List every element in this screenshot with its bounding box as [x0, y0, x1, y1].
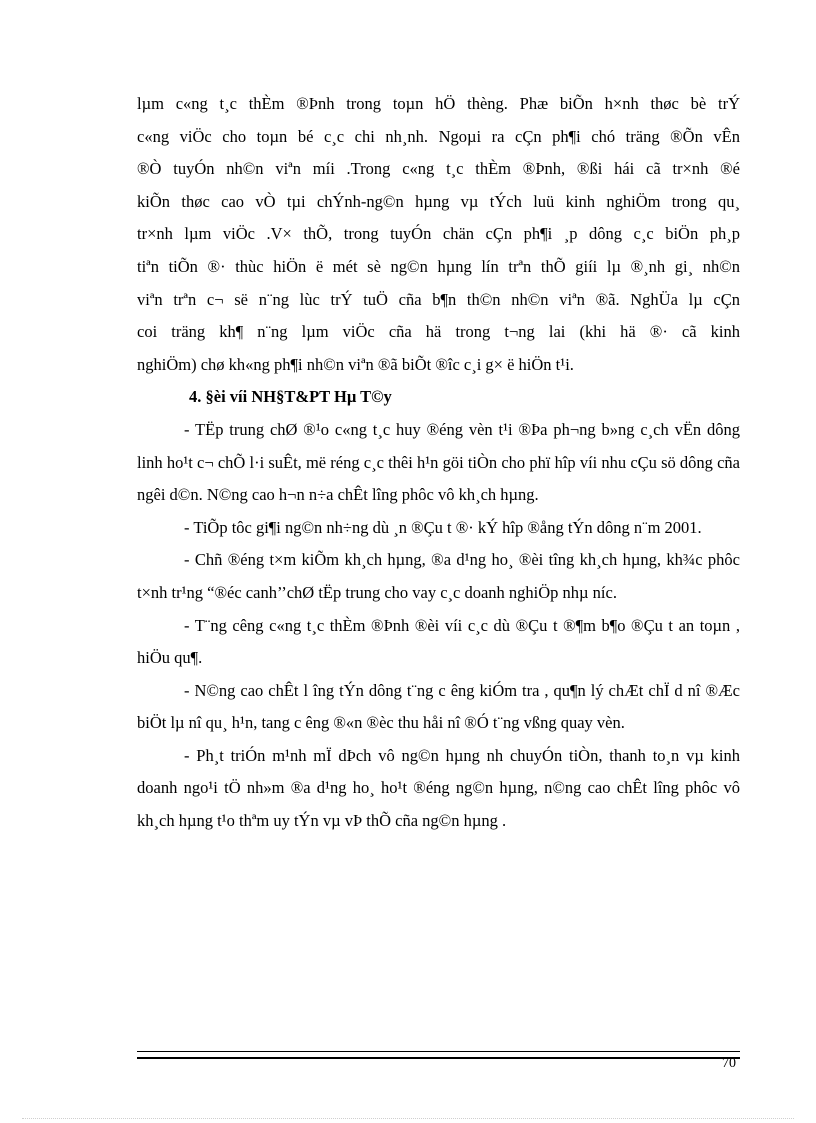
- paragraph-line: viªn trªn c¬ së n¨ng lùc trÝ tuÖ cña b¶n th©n nh©n viªn ®ã. NghÜa lµ cÇn: [137, 289, 740, 309]
- paragraph-banking-services: - Ph¸t triÓn m¹nh mÏ dÞch vô ng©n hµng nh chuyÓn tiÒn, thanh to¸n vµ kinh doanh ngo¹i tÖ nh»m ®a d¹ng ho¸ ho¹t ®éng ng©n hµng, n©ng cao chÊt lîng phôc vô kh¸ch hµng t¹o thªm uy tÝn vµ vÞ thÕ cña ng©n hµng .: [137, 745, 740, 831]
- paragraph-appraisal: - T¨ng cêng c«ng t¸c thÈm ®Þnh ®èi víi c¸c dù ®Çu t ®¶m b¶o ®Çu t an toµn , hiÖu qu¶.: [137, 615, 740, 668]
- paragraph-line: lµm c«ng t¸c thÈm ®Þnh trong toµn hÖ thèng. Phæ biÕn h×nh thøc bè trÝ: [137, 94, 740, 113]
- paragraph-line: nghiÖm) chø kh«ng ph¶i nh©n viªn ®ã biÕt ®îc c¸i g× ë hiÖn t¹i.: [137, 354, 574, 374]
- paragraph-capital-mobilization: - TËp trung chØ ®¹o c«ng t¸c huy ®éng vèn t¹i ®Þa ph¬ng b»ng c¸ch vËn dông linh ho¹t c¬ chÕ l·i suÊt, më réng c¸c thêi h¹n göi tiÒn cho phï hîp víi nhu cÇu sö dông cña ngêi d©n. N©ng cao h¬n n÷a chÊt lîng phôc vô kh¸ch hµng.: [137, 419, 740, 505]
- paragraph-line: c«ng viÖc cho toµn bé c¸c chi nh¸nh. Ngoµi ra cÇn ph¶i chó träng ®Õn vÊn: [137, 126, 740, 146]
- section-heading: 4. §èi víi NH§T&PT Hµ T©y: [189, 387, 392, 407]
- paragraph-line: tiªn tiÕn ®· thùc hiÖn ë mét sè ng©n hµng lín trªn thÕ giíi lµ ®¸nh gi¸ nh©n: [137, 256, 740, 276]
- paragraph-credit-quality: - N©ng cao chÊt l îng tÝn dông t¨ng c êng kiÓm tra , qu¶n lý chÆt chÏ d nî ®Æc biÖt lµ nî qu¸ h¹n, tang c êng ®«n ®èc thu håi nî ®Ó t¨ng vßng quay vèn.: [137, 680, 740, 733]
- page-number: 70: [722, 1056, 736, 1071]
- paragraph-disbursement: - TiÕp tôc gi¶i ng©n nh÷ng dù ¸n ®Çu t ®· kÝ hîp ®ång tÝn dông n¨m 2001.: [184, 517, 702, 537]
- body-text: [137, 88, 740, 838]
- paragraph-customer-search: - Chñ ®éng t×m kiÕm kh¸ch hµng, ®a d¹ng ho¸ ®èi tîng kh¸ch hµng, kh¾c phôc t×nh tr¹ng “®éc canh’’chØ tËp trung cho vay c¸c doanh nghiÖp nhµ níc.: [137, 550, 740, 602]
- footer-rule: [137, 1051, 740, 1059]
- paragraph-line: ®Ò tuyÓn nh©n viªn míi .Trong c«ng t¸c thÈm ®Þnh, ®ßi hái cã tr×nh ®é: [137, 159, 740, 179]
- paragraph-line: kiÕn thøc cao vÒ tµi chÝnh-ng©n hµng vµ tÝch luü kinh nghiÖm trong qu¸: [137, 191, 740, 211]
- page-border: [22, 1118, 794, 1119]
- paragraph-line: tr×nh lµm viÖc .V× thÕ, trong tuyÓn chän cÇn ph¶i ¸p dông c¸c biÖn ph¸p: [137, 224, 740, 244]
- paragraph-line: coi träng kh¶ n¨ng lµm viÖc cña hä trong t¬ng lai (khi hä ®· cã kinh: [137, 322, 740, 342]
